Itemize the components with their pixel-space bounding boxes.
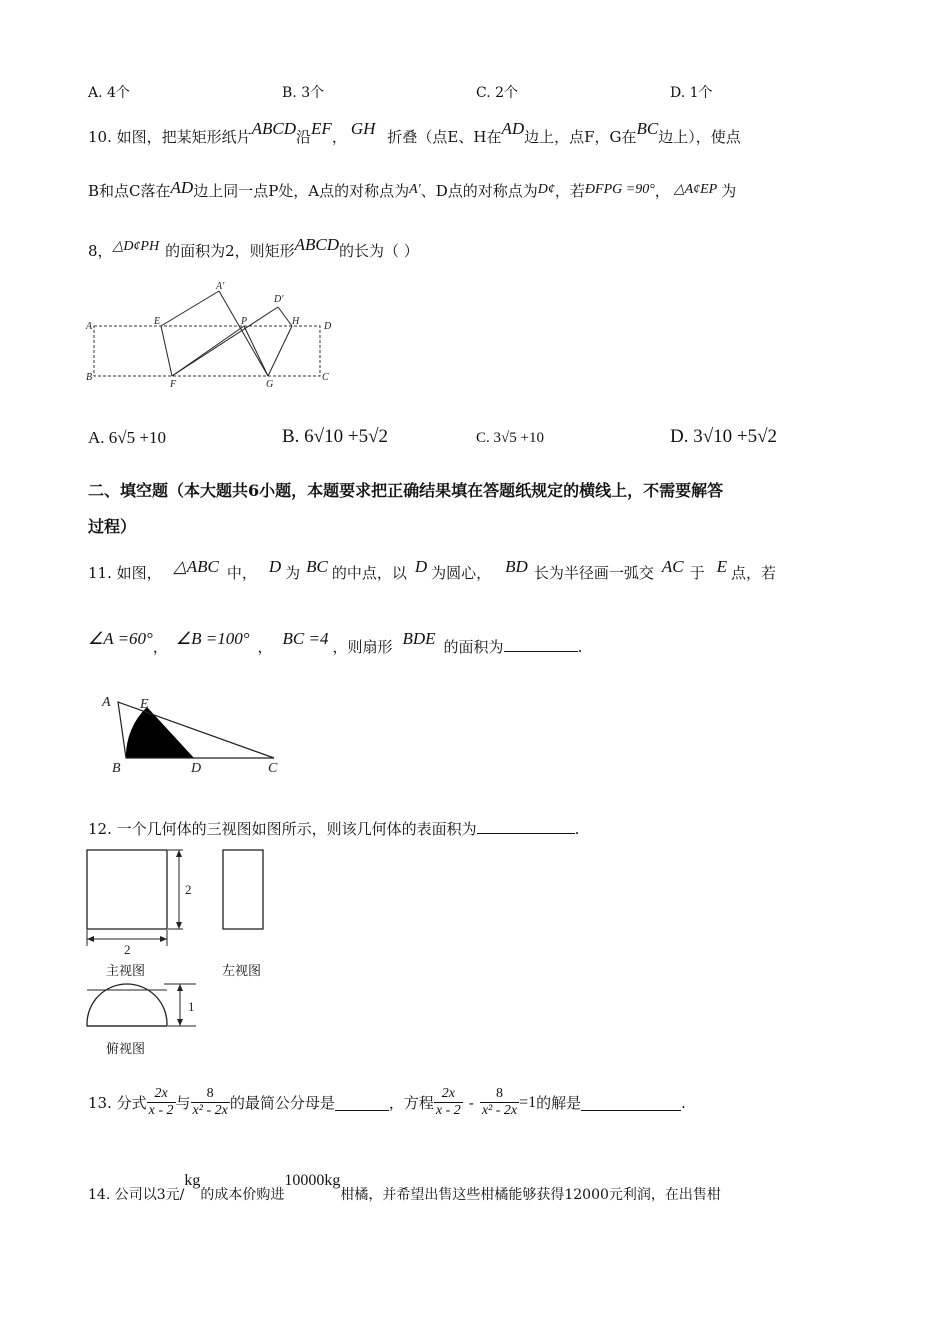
label-f: F: [170, 379, 177, 390]
q11-angle-b: ∠B =100°: [175, 629, 250, 648]
q10-text: 边上同一点P处，A点的对称点为: [193, 182, 410, 200]
q10-ad: AD: [170, 178, 194, 197]
q13-text: 13. 分式: [88, 1094, 147, 1112]
q9-option-a: A. 4个: [88, 85, 130, 101]
label-e: E: [154, 316, 161, 327]
q10-text: 的面积为2，则矩形: [165, 242, 295, 260]
q14-amount: 10000kg: [284, 1172, 341, 1189]
q13-text: 与: [175, 1094, 191, 1112]
q10-text: ，: [331, 128, 347, 146]
q11-text: .: [577, 638, 583, 656]
arrow-left-icon: [87, 936, 94, 942]
fraction-3: [434, 1086, 463, 1119]
q10-fpg: ÐFPG =90°: [584, 182, 655, 197]
q10-abcd: ABCD: [251, 119, 297, 138]
q10-text: 边上，点F，G在: [524, 128, 637, 146]
label-p: P: [241, 316, 248, 327]
fraction-4: [480, 1086, 519, 1119]
q10-text: ，若: [554, 182, 585, 200]
arrow-right-icon: [160, 936, 167, 942]
q14-line: [88, 1172, 721, 1204]
q14-text: 14. 公司以3元/: [88, 1187, 185, 1203]
q10-aep: △A¢EP: [673, 182, 718, 197]
fraction-numerator: 2x: [147, 1086, 176, 1103]
label-a: A: [102, 695, 111, 710]
q13-text: .: [681, 1093, 686, 1112]
q11-angle-a: ∠A =60°: [88, 629, 153, 648]
q13-line: [88, 1086, 686, 1119]
q10-text: 10. 如图，把某矩形纸片: [88, 128, 252, 146]
label-b: B: [112, 761, 121, 776]
section-2-heading-cont: 过程）: [88, 517, 137, 536]
q11-answer-blank[interactable]: [504, 651, 578, 652]
label-d: D: [191, 761, 202, 776]
segment-ag: [219, 291, 268, 376]
fold-gh: [268, 326, 292, 376]
q13-answer-blank-1[interactable]: [335, 1094, 389, 1111]
segment-ea: [161, 291, 219, 326]
q11-bd: BD: [505, 557, 528, 576]
q10-text: B和点C落在: [88, 182, 171, 200]
q10-text: 、D点的对称点为: [420, 182, 538, 200]
segment-gp: [244, 326, 268, 376]
q10-dph: △D¢PH: [112, 239, 160, 254]
q9-option-d: D. 1个: [670, 85, 713, 101]
arrow-up-icon: [176, 850, 182, 857]
q10-aprime: A′: [409, 182, 421, 197]
q11-bde: BDE: [402, 629, 436, 648]
fraction-numerator: 2x: [434, 1086, 463, 1103]
q10-text: ，: [654, 182, 670, 200]
q11-text: 为: [285, 564, 301, 582]
q11-bc: BC: [306, 557, 328, 576]
front-view: [87, 850, 167, 929]
fraction-numerator: 8: [480, 1086, 519, 1103]
q10-abcd: ABCD: [294, 235, 340, 254]
fraction-2: [191, 1086, 230, 1119]
q11-abc: △ABC: [173, 557, 219, 576]
q10-option-a: A. 6√5 +10: [88, 428, 166, 447]
q14-text: 的成本价购进: [200, 1187, 285, 1203]
label-g: G: [266, 379, 274, 390]
label-d: D: [324, 321, 332, 332]
q10-dprime: D¢: [537, 182, 555, 197]
q11-text: 的中点，以: [331, 564, 407, 582]
q10-option-c: C. 3√5 +10: [476, 430, 544, 446]
fraction-denominator: x - 2: [148, 1103, 174, 1118]
q11-e: E: [716, 557, 727, 576]
q11-text: 长为半径画一弧交: [533, 564, 654, 582]
fraction-denominator: x² - 2x: [481, 1103, 518, 1118]
q13-text: 的解是: [536, 1094, 582, 1112]
label-d-prime: D′: [274, 294, 284, 305]
top-dim-label: 1: [188, 999, 195, 1014]
q10-text: 沿: [296, 128, 312, 146]
q13-text: ，方程: [388, 1094, 434, 1112]
height-label: 2: [185, 882, 192, 897]
q14-text: 柑橘，并希望出售这些柑橘能够获得12000元利润，在出售柑: [340, 1187, 721, 1203]
section-2-heading: 二、填空题（本大题共6小题，本题要求把正确结果填在答题纸规定的横线上，不需要解答: [88, 481, 724, 500]
q9-option-b: B. 3个: [282, 85, 325, 101]
q13-answer-blank-2[interactable]: [581, 1094, 681, 1111]
q10-text: 8，: [88, 242, 113, 260]
segment-dh: [278, 307, 292, 326]
q12-answer-blank[interactable]: [477, 833, 575, 834]
q12-line: [88, 818, 579, 839]
q11-d: D: [268, 557, 282, 576]
label-a: A: [86, 321, 93, 332]
front-view-caption: 主视图: [106, 964, 146, 979]
arrow-down-icon: [176, 922, 182, 929]
fraction-denominator: x² - 2x: [192, 1103, 228, 1118]
label-a-prime: A′: [216, 281, 225, 292]
fraction-1: [147, 1086, 176, 1119]
q10-text: 为: [721, 182, 737, 200]
q12-text: 12. 一个几何体的三视图如图所示，则该几何体的表面积为: [88, 820, 477, 838]
q10-line1: [88, 119, 741, 147]
q10-text: 边上），使点: [658, 128, 741, 146]
arrow-up-icon: [177, 984, 183, 991]
q10-option-d: D. 3√10 +5√2: [670, 426, 778, 447]
q11-text: 为圆心，: [431, 564, 492, 582]
arrow-down-icon: [177, 1019, 183, 1026]
q11-ac: AC: [661, 557, 684, 576]
equals-one: =1: [519, 1093, 537, 1111]
q10-bc: BC: [636, 119, 659, 138]
q11-text: 于: [689, 564, 705, 582]
q11-text: 中，: [226, 564, 257, 582]
left-view: [223, 850, 263, 929]
q13-text: 的最简公分母是: [229, 1094, 335, 1112]
q11-line1: [88, 557, 777, 583]
q11-text: 11. 如图，: [88, 564, 162, 582]
fraction-numerator: 8: [191, 1086, 230, 1103]
label-c: C: [268, 761, 278, 776]
q11-text: 的面积为: [443, 638, 504, 656]
top-view-caption: 俯视图: [106, 1042, 146, 1057]
q10-text: 折叠（点E、H在: [387, 128, 502, 146]
q10-option-b: B. 6√10 +5√2: [282, 426, 388, 447]
q10-gh: GH: [350, 119, 376, 138]
q10-figure: [84, 280, 344, 390]
q11-d2: D: [414, 557, 428, 576]
q11-text: ，则扇形: [332, 638, 393, 656]
q12-three-views: [84, 846, 284, 1036]
rectangle-dashed: [94, 326, 320, 376]
q10-ad: AD: [501, 119, 525, 138]
q11-text: 点，若: [731, 564, 777, 582]
label-b: B: [86, 372, 93, 383]
minus-sign: -: [468, 1093, 474, 1112]
left-view-caption: 左视图: [222, 964, 262, 979]
q14-kg: kg: [184, 1172, 201, 1189]
q10-ef: EF: [311, 119, 332, 138]
q11-text: ，: [152, 638, 168, 656]
q11-line2: [88, 629, 583, 657]
q11-figure: [96, 690, 296, 780]
fraction-denominator: x - 2: [435, 1103, 461, 1118]
width-label: 2: [124, 942, 131, 957]
fold-ef: [161, 326, 172, 376]
q9-option-c: C. 2个: [476, 85, 519, 101]
label-e: E: [140, 697, 149, 712]
q10-text: 的长为（ ）: [339, 242, 419, 260]
q11-bc-length: BC =4: [282, 629, 329, 648]
q12-text: .: [574, 820, 580, 838]
q10-line3: [88, 235, 419, 261]
q10-line2: [88, 180, 736, 201]
sector-bde: [126, 707, 194, 758]
label-c: C: [322, 372, 329, 383]
q11-text: ，: [257, 638, 273, 656]
label-h: H: [292, 316, 300, 327]
